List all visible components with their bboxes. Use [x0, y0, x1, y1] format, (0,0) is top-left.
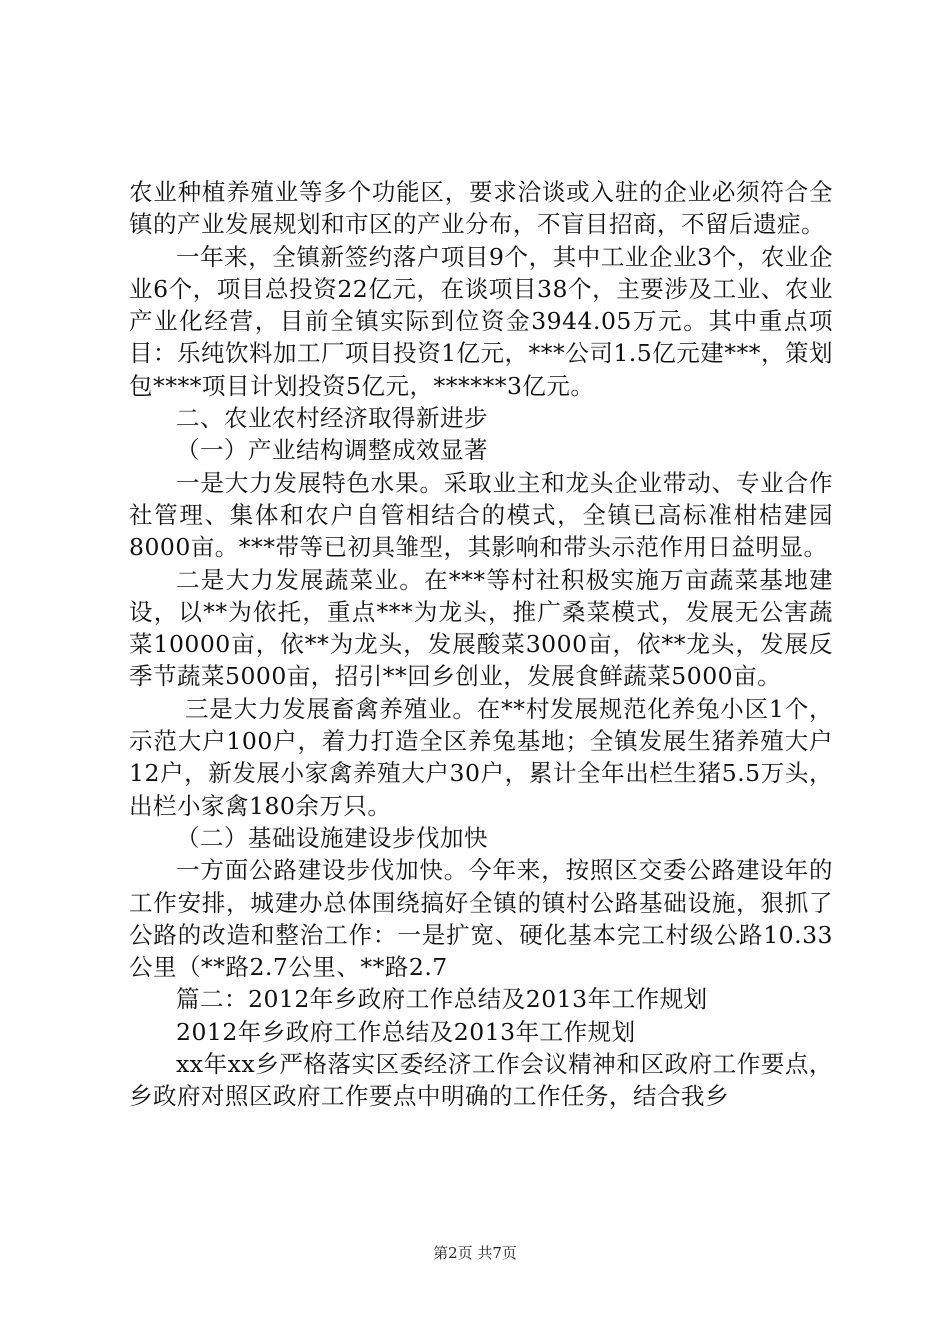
paragraph-livestock: 三是大力发展畜禽养殖业。在**村发展规范化养兔小区1个，示范大户100户，着力打造全区养兔基地；全镇发展生猪养殖大户12户，新发展小家禽养殖大户30户，累计全年出栏生猪5.5万头，出栏小家禽180余万只。: [129, 694, 833, 820]
paragraph-article-two-intro: xx年xx乡严格落实区委经济工作会议精神和区政府工作要点，乡政府对照区政府工作要点中明确的工作任务，结合我乡: [129, 1050, 833, 1111]
document-body: [129, 176, 833, 1113]
article-two-heading: 篇二：2012年乡政府工作总结及2013年工作规划: [176, 985, 708, 1014]
subsection-heading-infrastructure: （二）基础设施建设步伐加快: [176, 823, 488, 852]
section-heading-agriculture: 二、农业农村经济取得新进步: [176, 404, 488, 433]
subsection-heading-industry-structure: （一）产业结构调整成效显著: [176, 436, 488, 465]
page-footer: 第2页 共7页: [433, 1244, 517, 1262]
paragraph-roads: 一方面公路建设步伐加快。今年来，按照区交委公路建设年的工作安排，城建办总体围绕搞好全镇的镇村公路基础设施，狠抓了公路的改造和整治工作：一是扩宽、硬化基本完工村级公路10.33公里（**路2.7公里、**路2.7: [129, 856, 833, 982]
paragraph-vegetables: 二是大力发展蔬菜业。在***等村社积极实施万亩蔬菜基地建设，以**为依托，重点***为龙头，推广桑菜模式，发展无公害蔬菜10000亩，依**为龙头，发展酸菜3000亩，依**龙头，发展反季节蔬菜5000亩，招引**回乡创业，发展食鲜蔬菜5000亩。: [129, 565, 833, 691]
paragraph-project-summary: 一年来，全镇新签约落户项目9个，其中工业企业3个，农业企业6个，项目总投资22亿元，在谈项目38个，主要涉及工业、农业产业化经营，目前全镇实际到位资金3944.05万元。其中重点项目：乐纯饮料加工厂项目投资1亿元，***公司1.5亿元建***，策划包****项目计划投资5亿元，******3亿元。: [129, 242, 833, 400]
article-two-title: 2012年乡政府工作总结及2013年工作规划: [176, 1017, 636, 1046]
paragraph-fruit: 一是大力发展特色水果。采取业主和龙头企业带动、专业合作社管理、集体和农户自管相结合的模式，全镇已高标准柑桔建园8000亩。***带等已初具雏型，其影响和带头示范作用日益明显。: [129, 468, 833, 562]
paragraph-continuation: 农业种植养殖业等多个功能区，要求洽谈或入驻的企业必须符合全镇的产业发展规划和市区的产业分布，不盲目招商，不留后遗症。: [129, 178, 833, 239]
